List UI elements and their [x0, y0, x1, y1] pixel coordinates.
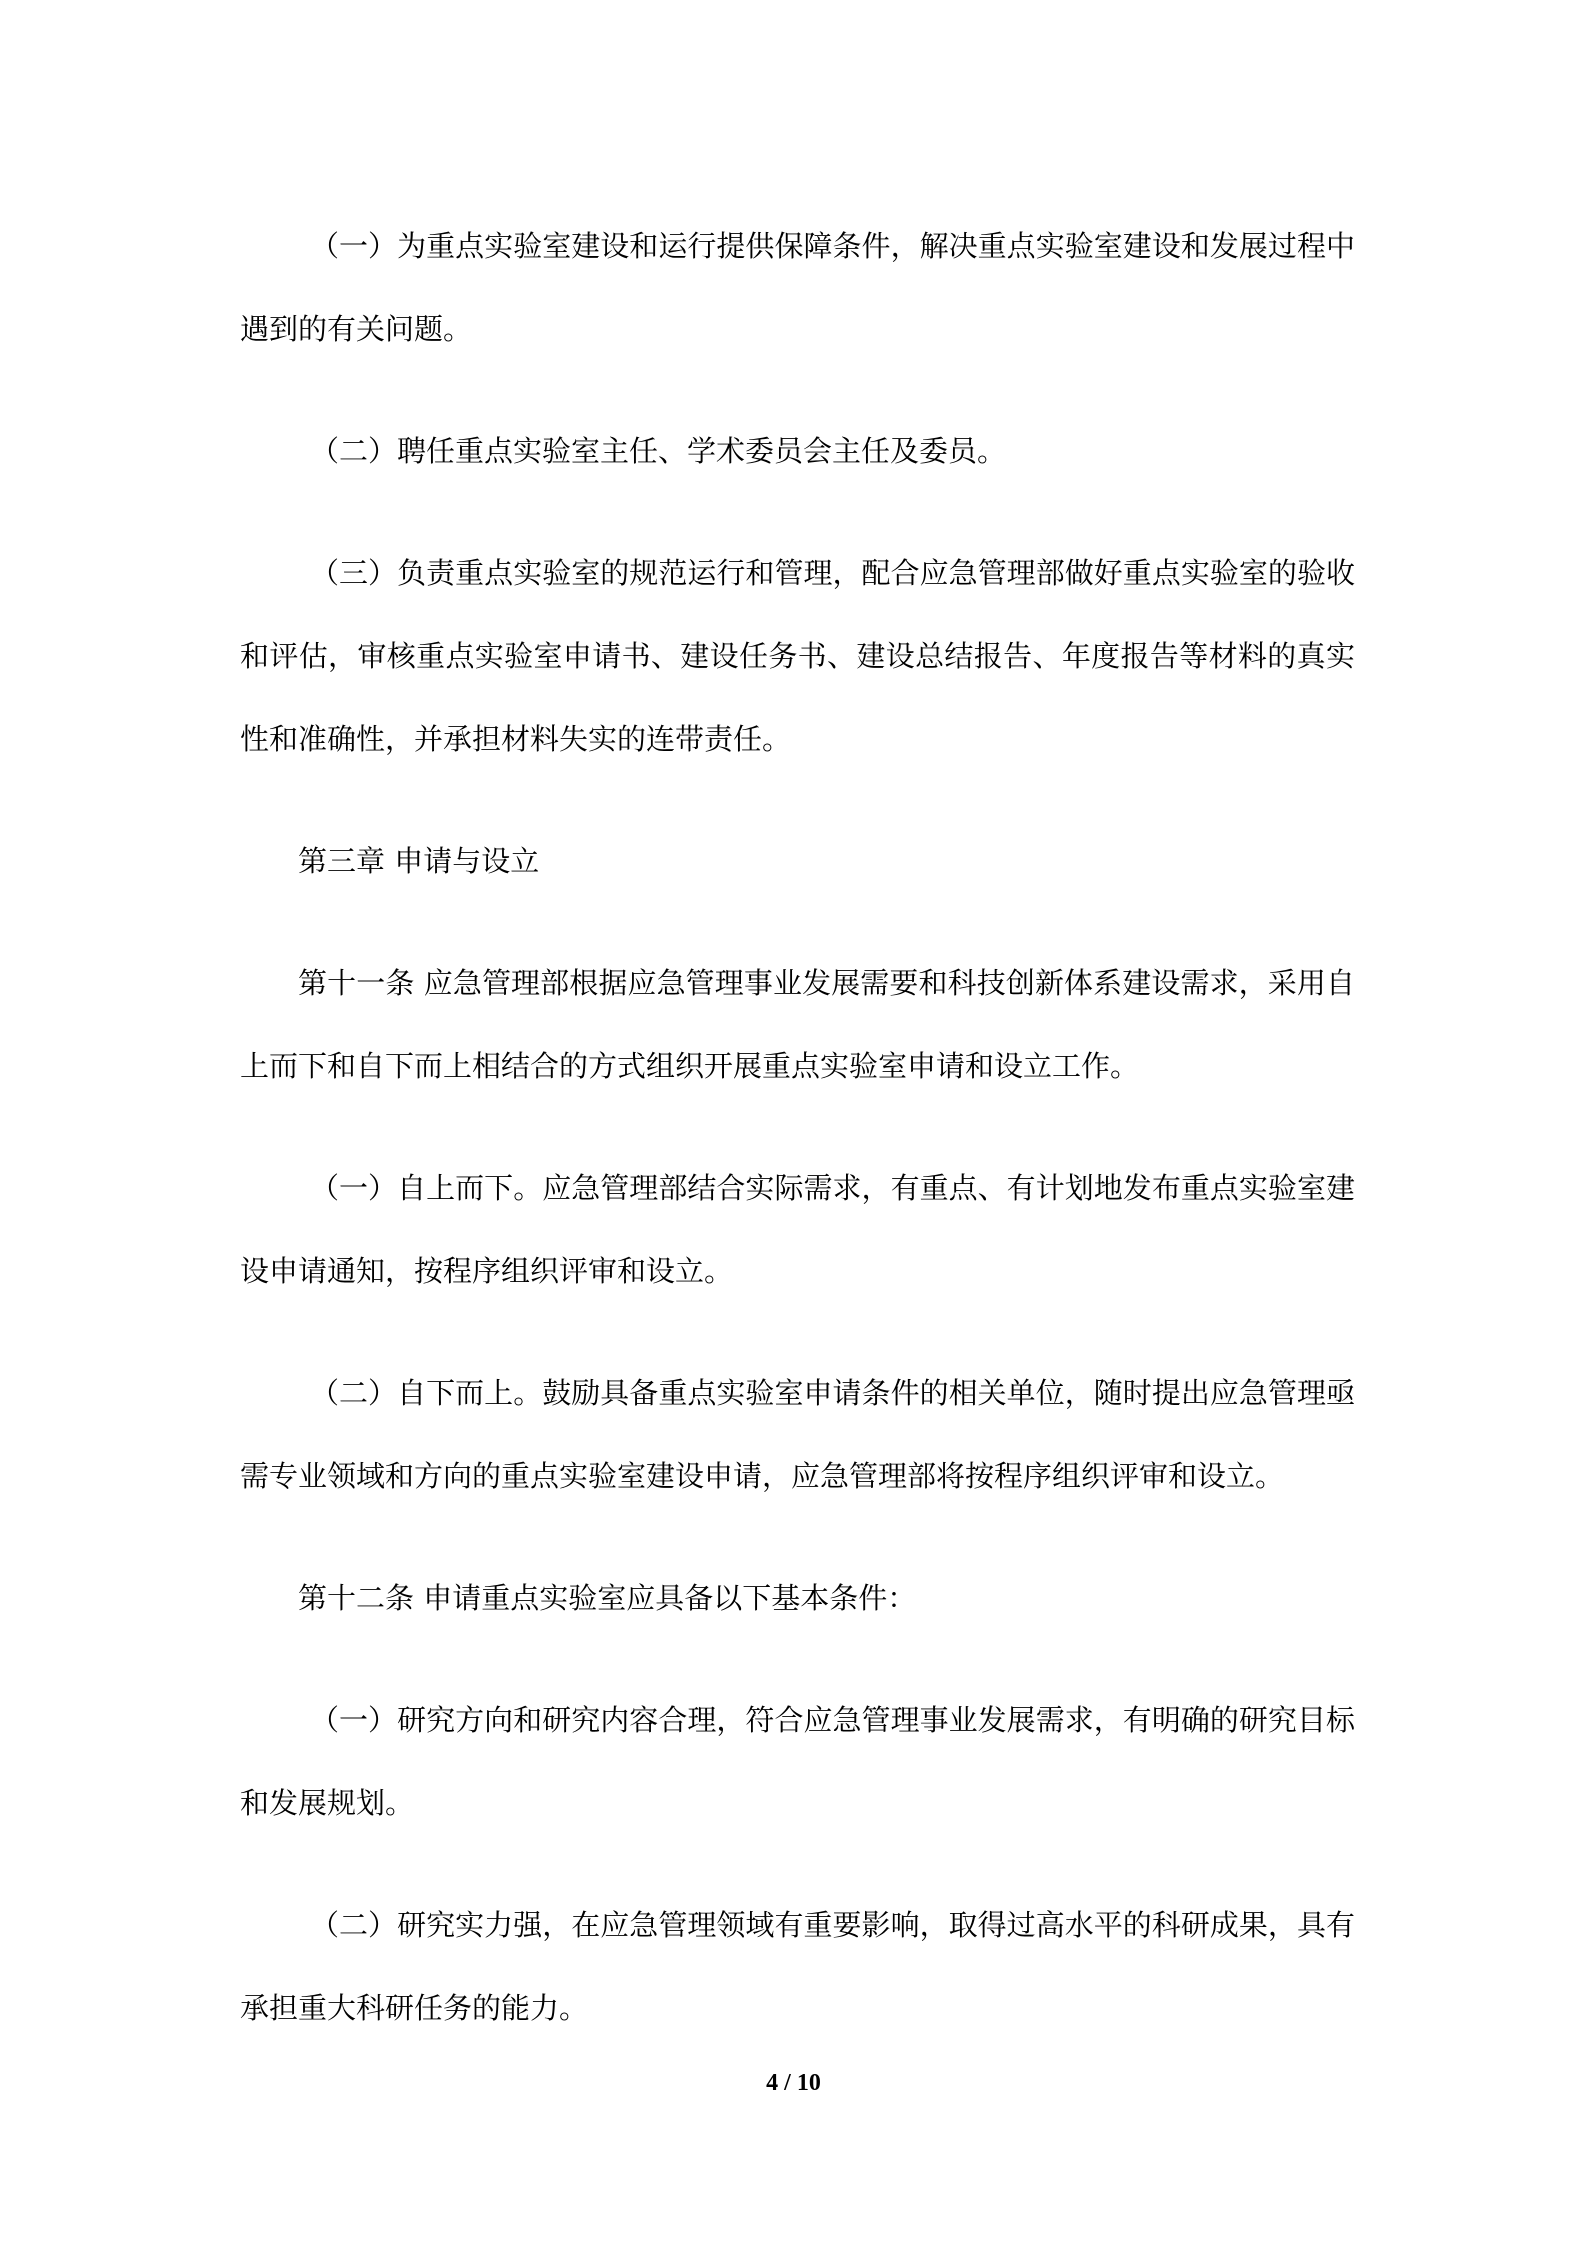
paragraph: （二）研究实力强，在应急管理领域有重要影响，取得过高水平的科研成果，具有承担重大科研任务的能力。 — [240, 1908, 1355, 2025]
article-paragraph: 第十二条 申请重点实验室应具备以下基本条件： — [298, 1581, 917, 1615]
paragraph: （三）负责重点实验室的规范运行和管理，配合应急管理部做好重点实验室的验收和评估，审核重点实验室申请书、建设任务书、建设总结报告、年度报告等材料的真实性和准确性，并承担材料失实的连带责任。 — [240, 556, 1355, 756]
chapter-heading: 第三章 申请与设立 — [298, 844, 540, 878]
document-body — [240, 205, 1355, 2089]
paragraph: （一）研究方向和研究内容合理，符合应急管理事业发展需求，有明确的研究目标和发展规划。 — [240, 1703, 1355, 1820]
paragraph: （二）自下而上。鼓励具备重点实验室申请条件的相关单位，随时提出应急管理亟需专业领域和方向的重点实验室建设申请，应急管理部将按程序组织评审和设立。 — [240, 1376, 1355, 1493]
page-number: 4 / 10 — [766, 2070, 821, 2096]
paragraph: （一）自上而下。应急管理部结合实际需求，有重点、有计划地发布重点实验室建设申请通知，按程序组织评审和设立。 — [240, 1171, 1355, 1288]
paragraph: （一）为重点实验室建设和运行提供保障条件，解决重点实验室建设和发展过程中遇到的有关问题。 — [240, 229, 1355, 346]
paragraph: （二）聘任重点实验室主任、学术委员会主任及委员。 — [310, 434, 1007, 468]
article-paragraph: 第十一条 应急管理部根据应急管理事业发展需要和科技创新体系建设需求，采用自上而下和自下而上相结合的方式组织开展重点实验室申请和设立工作。 — [240, 966, 1355, 1083]
